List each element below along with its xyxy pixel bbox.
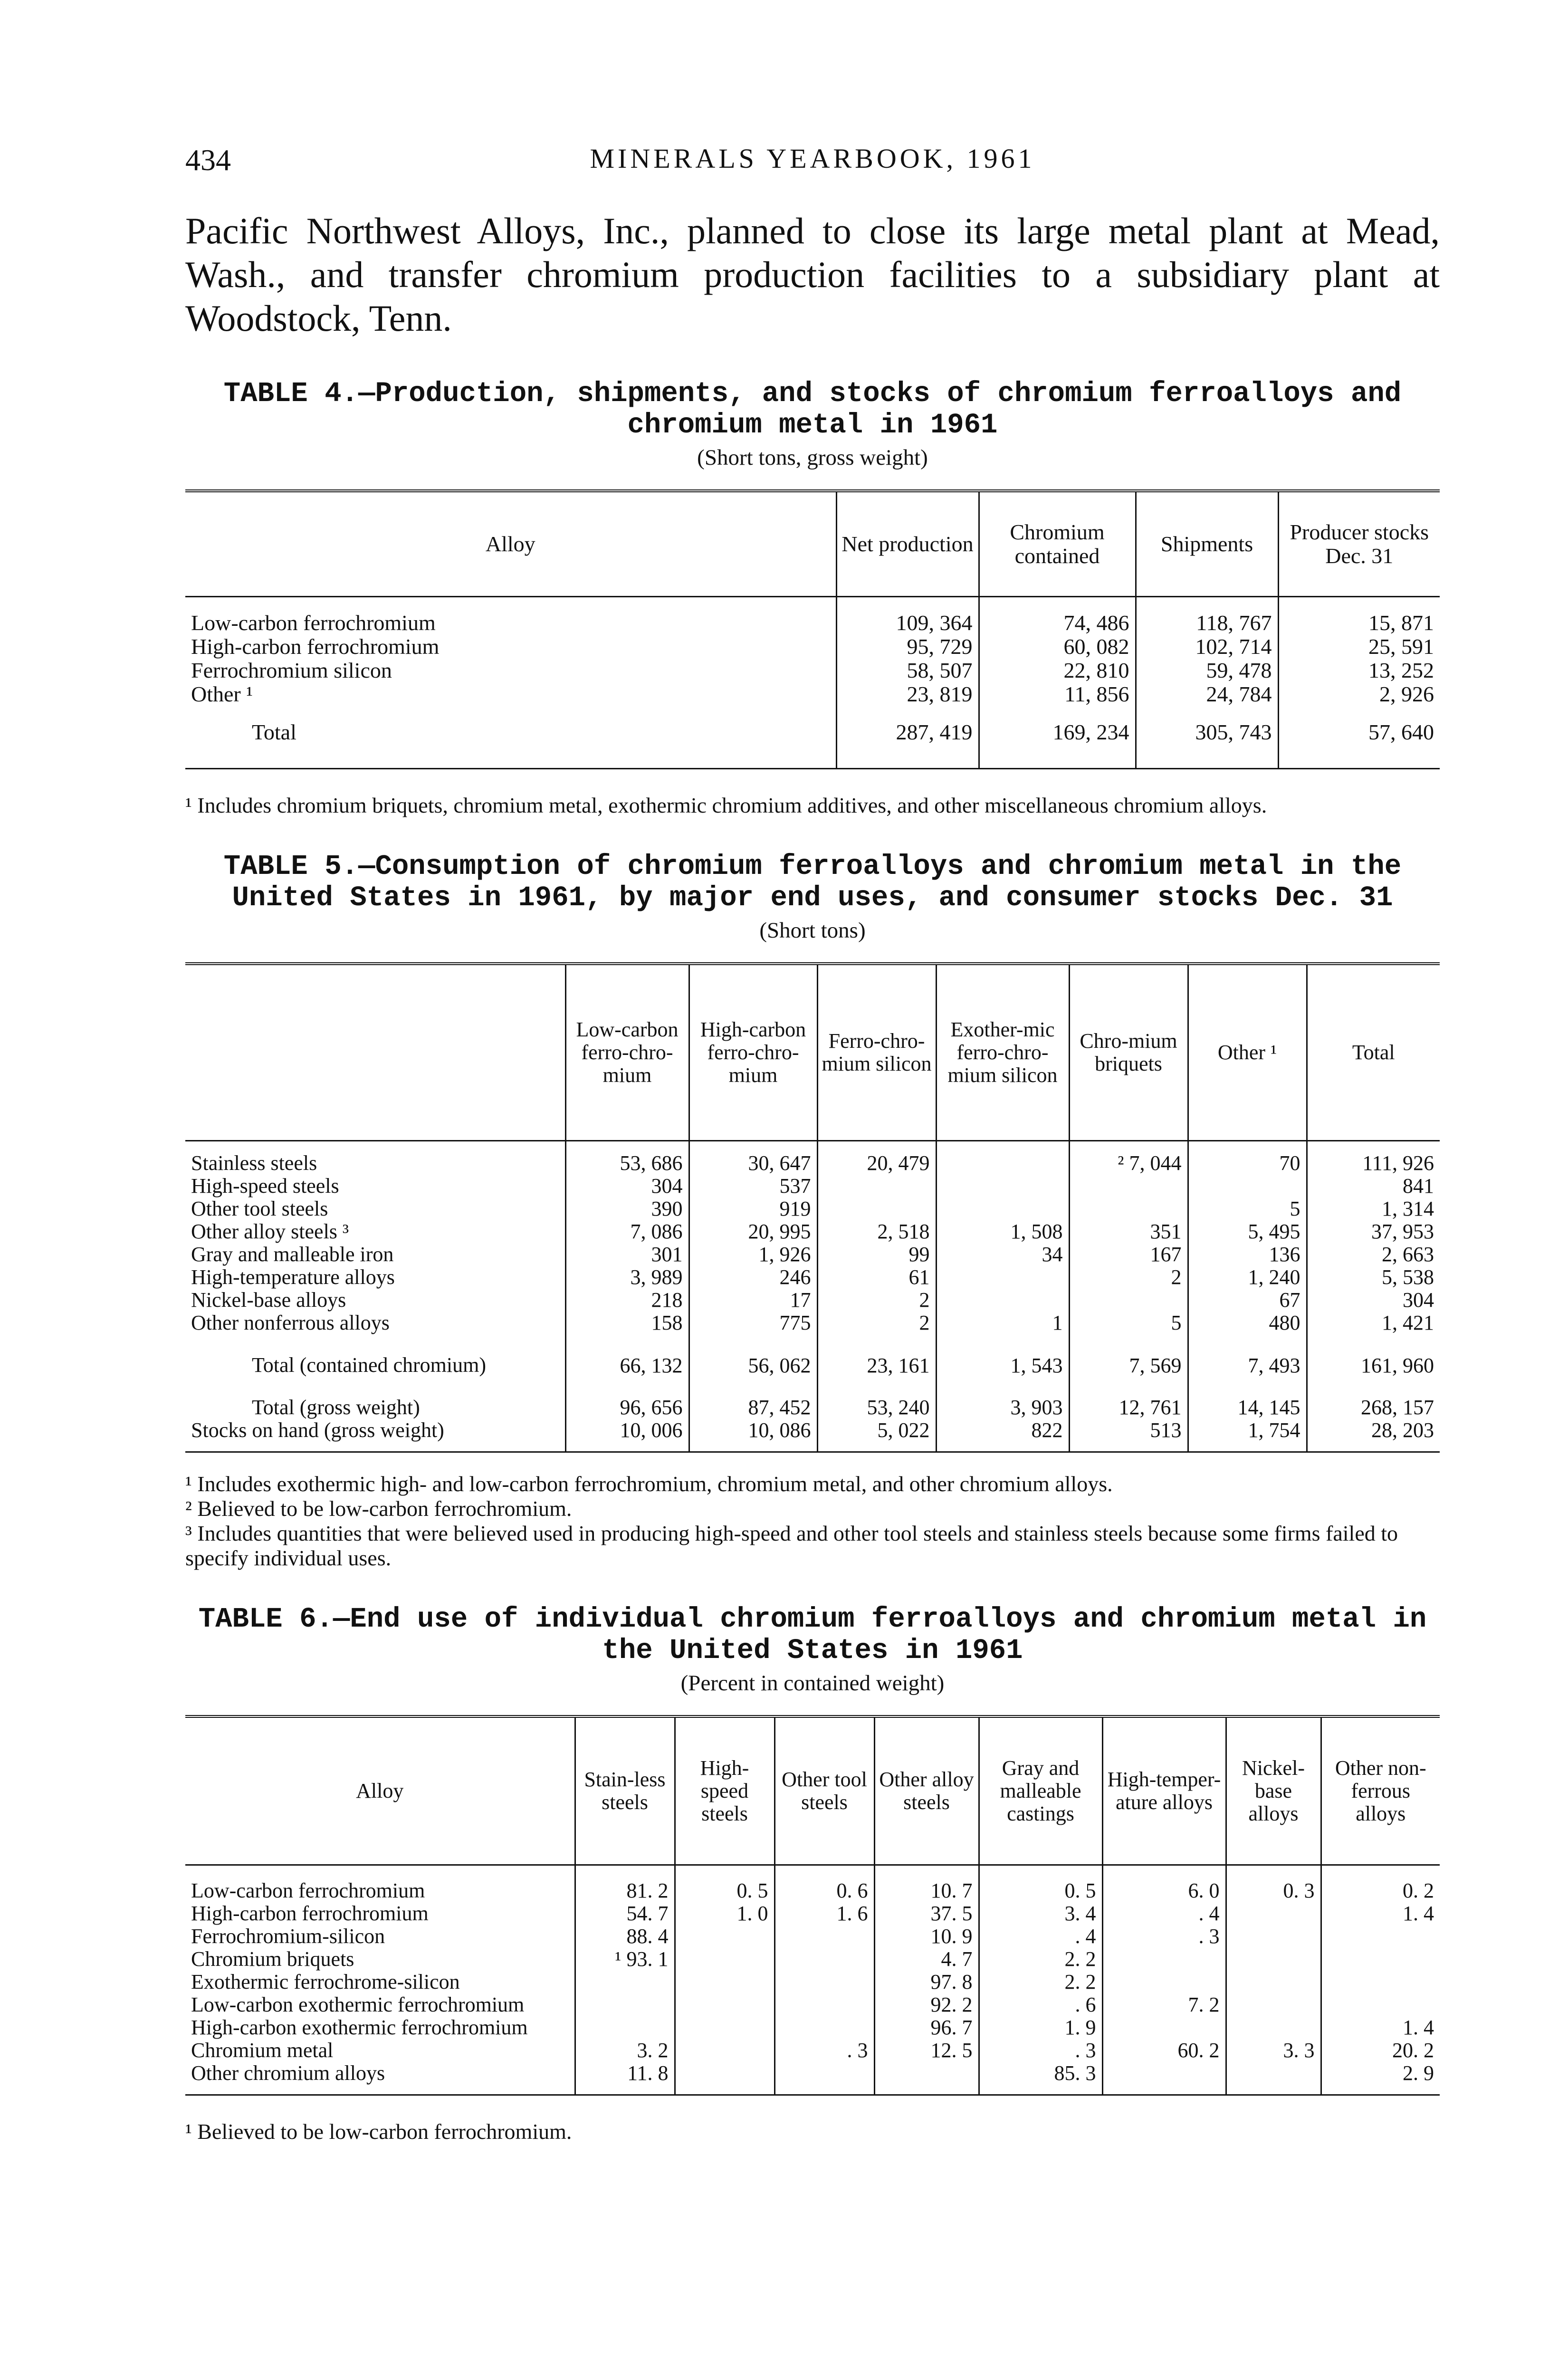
cell: 390 xyxy=(565,1198,689,1220)
row-label: Other ¹ xyxy=(191,681,253,706)
cell xyxy=(774,1925,874,1948)
cell: 12. 5 xyxy=(874,2039,979,2062)
row-label: Nickel-base alloys xyxy=(191,1288,346,1312)
cell: 287, 419 xyxy=(836,720,979,769)
row-label: Total xyxy=(185,720,836,769)
cell: 11, 856 xyxy=(979,682,1136,706)
table5-header: High-carbon ferro-chro-mium xyxy=(689,964,817,1141)
table4-header-row xyxy=(185,491,1440,597)
cell: 6. 0 xyxy=(1102,1879,1226,1902)
cell: 111, 926 xyxy=(1307,1152,1440,1175)
table6-header: Gray and malleable castings xyxy=(979,1716,1102,1865)
cell: 161, 960 xyxy=(1307,1353,1440,1377)
cell xyxy=(936,1198,1069,1220)
cell: 28, 203 xyxy=(1307,1419,1440,1452)
cell: 109, 364 xyxy=(836,611,979,635)
cell xyxy=(874,2062,979,2095)
cell: 351 xyxy=(1069,1220,1188,1243)
cell: 7, 569 xyxy=(1069,1353,1188,1377)
cell: ¹ 93. 1 xyxy=(575,1948,675,1971)
table-row xyxy=(185,1175,1440,1198)
cell: 24, 784 xyxy=(1136,682,1278,706)
table6-header: Other alloy steels xyxy=(874,1716,979,1865)
table5-header: Other ¹ xyxy=(1188,964,1307,1141)
cell: 1, 240 xyxy=(1188,1266,1307,1289)
cell: 53, 240 xyxy=(817,1396,936,1419)
cell: . 6 xyxy=(979,1993,1102,2016)
cell: 15, 871 xyxy=(1278,611,1440,635)
table-total-row xyxy=(185,720,1440,769)
row-label: Stocks on hand (gross weight) xyxy=(185,1419,565,1452)
table-row xyxy=(185,1902,1440,1925)
cell xyxy=(1069,1175,1188,1198)
cell xyxy=(936,1266,1069,1289)
row-label: High-carbon ferrochromium xyxy=(191,634,440,659)
table-row xyxy=(185,1993,1440,2016)
table4-section xyxy=(185,378,1440,818)
cell: 1 xyxy=(936,1312,1069,1334)
cell: 1. 6 xyxy=(774,1902,874,1925)
cell: . 3 xyxy=(979,2039,1102,2062)
table4-subtitle: (Short tons, gross weight) xyxy=(697,445,928,470)
running-header xyxy=(185,143,1440,195)
table-row xyxy=(185,1879,1440,1902)
cell: 775 xyxy=(689,1312,817,1334)
cell: 480 xyxy=(1188,1312,1307,1334)
table-row xyxy=(185,1971,1440,1993)
cell: 10, 006 xyxy=(565,1419,689,1452)
cell xyxy=(575,1971,675,1993)
cell: 1. 0 xyxy=(675,1902,774,1925)
cell: . 3 xyxy=(1102,1925,1226,1948)
cell xyxy=(936,1152,1069,1175)
cell: 92. 2 xyxy=(874,1993,979,2016)
table5-header: Low-carbon ferro-chro-mium xyxy=(565,964,689,1141)
cell xyxy=(1226,2062,1321,2095)
cell: 7, 493 xyxy=(1188,1353,1307,1377)
table6-header: Stain-less steels xyxy=(575,1716,675,1865)
cell: 67 xyxy=(1188,1289,1307,1312)
cell: 56, 062 xyxy=(689,1353,817,1377)
cell xyxy=(774,1993,874,2016)
cell: 2. 2 xyxy=(979,1948,1102,1971)
table4 xyxy=(185,489,1440,769)
cell: 53, 686 xyxy=(565,1152,689,1175)
cell: 7. 2 xyxy=(1102,1993,1226,2016)
table6-title: TABLE 6.—End use of individual chromium ferroalloys and chromium metal in the United States in 1961 xyxy=(198,1603,1427,1667)
row-label: Stainless steels xyxy=(191,1151,317,1175)
cell: 5, 538 xyxy=(1307,1266,1440,1289)
cell: 37. 5 xyxy=(874,1902,979,1925)
cell xyxy=(1102,2062,1226,2095)
table6-header: High-speed steels xyxy=(675,1716,774,1865)
cell xyxy=(1102,2016,1226,2039)
cell: 25, 591 xyxy=(1278,635,1440,659)
cell xyxy=(1069,1289,1188,1312)
cell: 537 xyxy=(689,1175,817,1198)
cell xyxy=(1102,1971,1226,1993)
cell xyxy=(1321,1993,1440,2016)
cell: 20, 479 xyxy=(817,1152,936,1175)
table-row xyxy=(185,1289,1440,1312)
cell: 13, 252 xyxy=(1278,659,1440,682)
cell: 1. 4 xyxy=(1321,1902,1440,1925)
cell xyxy=(675,1948,774,1971)
table5 xyxy=(185,962,1440,1453)
cell: 118, 767 xyxy=(1136,611,1278,635)
table4-header: Producer stocks Dec. 31 xyxy=(1278,491,1440,597)
cell xyxy=(774,1948,874,1971)
table-row xyxy=(185,635,1440,659)
cell xyxy=(774,1971,874,1993)
table-row xyxy=(185,2062,1440,2095)
cell xyxy=(1321,1971,1440,1993)
cell: 2. 9 xyxy=(1321,2062,1440,2095)
table5-header: Ferro-chro-mium silicon xyxy=(817,964,936,1141)
table6-header: Other tool steels xyxy=(774,1716,874,1865)
cell: 3. 2 xyxy=(575,2039,675,2062)
cell: 2, 663 xyxy=(1307,1243,1440,1266)
table-total-row xyxy=(185,1353,1440,1377)
cell: 5 xyxy=(1069,1312,1188,1334)
row-label: Other tool steels xyxy=(191,1197,328,1220)
table-row xyxy=(185,1152,1440,1175)
table-row xyxy=(185,1220,1440,1243)
table-row xyxy=(185,2016,1440,2039)
cell: 0. 5 xyxy=(979,1879,1102,1902)
table5-subtitle: (Short tons) xyxy=(759,918,866,943)
cell: 96, 656 xyxy=(565,1396,689,1419)
row-label: Gray and malleable iron xyxy=(191,1243,394,1266)
cell: 0. 5 xyxy=(675,1879,774,1902)
cell: 2, 926 xyxy=(1278,682,1440,706)
cell: 99 xyxy=(817,1243,936,1266)
cell: 23, 161 xyxy=(817,1353,936,1377)
running-title: MINERALS YEARBOOK, 1961 xyxy=(590,143,1035,174)
table5-header-row xyxy=(185,964,1440,1141)
table6-section xyxy=(185,1604,1440,2144)
cell: 167 xyxy=(1069,1243,1188,1266)
cell: 2, 518 xyxy=(817,1220,936,1243)
row-label: Ferrochromium silicon xyxy=(191,658,392,682)
cell: 102, 714 xyxy=(1136,635,1278,659)
cell xyxy=(1069,1198,1188,1220)
cell xyxy=(1188,1175,1307,1198)
cell: 3, 903 xyxy=(936,1396,1069,1419)
cell: 513 xyxy=(1069,1419,1188,1452)
cell: 96. 7 xyxy=(874,2016,979,2039)
cell: 17 xyxy=(689,1289,817,1312)
cell: 5 xyxy=(1188,1198,1307,1220)
cell: 74, 486 xyxy=(979,611,1136,635)
row-label: Total (gross weight) xyxy=(252,1396,420,1419)
intro-paragraph: Pacific Northwest Alloys, Inc., planned to close its large metal plant at Mead, Wash., and transfer chromium production facilities to a subsidiary plant at Woodstock, Tenn. xyxy=(185,210,1440,339)
row-label: Other nonferrous alloys xyxy=(191,1311,390,1334)
cell xyxy=(1226,1948,1321,1971)
table5-footnotes xyxy=(185,1472,1440,1571)
cell: 37, 953 xyxy=(1307,1220,1440,1243)
cell: 1, 543 xyxy=(936,1353,1069,1377)
table6-header-row xyxy=(185,1716,1440,1865)
row-label: Low-carbon ferrochromium xyxy=(191,1878,425,1902)
cell: 919 xyxy=(689,1198,817,1220)
row-label: Exothermic ferrochrome-silicon xyxy=(191,1970,460,1993)
cell: . 4 xyxy=(979,1925,1102,1948)
cell: 305, 743 xyxy=(1136,720,1278,769)
cell: 3, 989 xyxy=(565,1266,689,1289)
cell: 1, 314 xyxy=(1307,1198,1440,1220)
row-label: Low-carbon ferrochromium xyxy=(191,610,436,635)
row-label: High-speed steels xyxy=(191,1174,339,1198)
cell: 301 xyxy=(565,1243,689,1266)
cell: 136 xyxy=(1188,1243,1307,1266)
row-label: High-carbon exothermic ferrochromium xyxy=(191,2015,528,2039)
table4-title: TABLE 4.—Production, shipments, and stocks of chromium ferroalloys and chromium metal in 1961 xyxy=(223,378,1402,441)
cell: 1. 4 xyxy=(1321,2016,1440,2039)
cell: ² 7, 044 xyxy=(1069,1152,1188,1175)
row-label: Ferrochromium-silicon xyxy=(191,1924,385,1948)
cell: 5, 495 xyxy=(1188,1220,1307,1243)
cell: 5, 022 xyxy=(817,1419,936,1452)
cell: 1, 508 xyxy=(936,1220,1069,1243)
cell xyxy=(575,2016,675,2039)
cell: 0. 6 xyxy=(774,1879,874,1902)
cell xyxy=(1321,1948,1440,1971)
row-label: Chromium briquets xyxy=(191,1947,354,1971)
cell: 20, 995 xyxy=(689,1220,817,1243)
cell: 34 xyxy=(936,1243,1069,1266)
cell: 95, 729 xyxy=(836,635,979,659)
row-label: High-temperature alloys xyxy=(191,1265,395,1289)
page-number: 434 xyxy=(185,143,231,177)
cell xyxy=(575,1993,675,2016)
table-row xyxy=(185,659,1440,682)
cell xyxy=(936,1175,1069,1198)
cell: 54. 7 xyxy=(575,1902,675,1925)
cell xyxy=(817,1198,936,1220)
cell: 0. 2 xyxy=(1321,1879,1440,1902)
table4-header: Alloy xyxy=(185,491,836,597)
table-total-row xyxy=(185,1396,1440,1419)
cell: 246 xyxy=(689,1266,817,1289)
cell: 218 xyxy=(565,1289,689,1312)
table4-header: Net production xyxy=(836,491,979,597)
cell: 97. 8 xyxy=(874,1971,979,1993)
cell: 88. 4 xyxy=(575,1925,675,1948)
cell: 1. 9 xyxy=(979,2016,1102,2039)
row-label: Chromium metal xyxy=(191,2038,334,2062)
cell: 158 xyxy=(565,1312,689,1334)
cell: 10, 086 xyxy=(689,1419,817,1452)
cell: 822 xyxy=(936,1419,1069,1452)
cell: 85. 3 xyxy=(979,2062,1102,2095)
cell xyxy=(774,2016,874,2039)
cell: 1, 421 xyxy=(1307,1312,1440,1334)
cell: 11. 8 xyxy=(575,2062,675,2095)
cell xyxy=(936,1289,1069,1312)
cell: 61 xyxy=(817,1266,936,1289)
cell: 2 xyxy=(817,1312,936,1334)
cell: 87, 452 xyxy=(689,1396,817,1419)
cell: 60, 082 xyxy=(979,635,1136,659)
cell xyxy=(1226,1993,1321,2016)
cell: 10. 9 xyxy=(874,1925,979,1948)
table5-header: Exother-mic ferro-chro-mium silicon xyxy=(936,964,1069,1141)
cell xyxy=(1226,1925,1321,1948)
table-row xyxy=(185,1266,1440,1289)
cell: 20. 2 xyxy=(1321,2039,1440,2062)
cell: 60. 2 xyxy=(1102,2039,1226,2062)
table4-header: Shipments xyxy=(1136,491,1278,597)
table-row xyxy=(185,1948,1440,1971)
cell: 0. 3 xyxy=(1226,1879,1321,1902)
table4-header: Chromium contained xyxy=(979,491,1136,597)
cell: 1, 926 xyxy=(689,1243,817,1266)
cell: 3. 4 xyxy=(979,1902,1102,1925)
cell: 268, 157 xyxy=(1307,1396,1440,1419)
cell: 58, 507 xyxy=(836,659,979,682)
cell xyxy=(774,2062,874,2095)
table-row xyxy=(185,1925,1440,1948)
cell xyxy=(675,2062,774,2095)
table6-header: Nickel-base alloys xyxy=(1226,1716,1321,1865)
footnote: ³ Includes quantities that were believed used in producing high-speed and other tool steels and stainless steels because some firms failed to specify individual uses. xyxy=(185,1521,1398,1570)
cell: 81. 2 xyxy=(575,1879,675,1902)
table5-header: Total xyxy=(1307,964,1440,1141)
cell: 2 xyxy=(1069,1266,1188,1289)
cell: 304 xyxy=(565,1175,689,1198)
cell: 304 xyxy=(1307,1289,1440,1312)
page xyxy=(185,143,1440,2144)
table6-subtitle: (Percent in contained weight) xyxy=(680,1671,945,1696)
cell: 14, 145 xyxy=(1188,1396,1307,1419)
cell: . 4 xyxy=(1102,1902,1226,1925)
table6-footnote: ¹ Believed to be low-carbon ferrochromium. xyxy=(185,2119,572,2144)
table6 xyxy=(185,1715,1440,2096)
table-row xyxy=(185,1243,1440,1266)
cell: 3. 3 xyxy=(1226,2039,1321,2062)
table5-section xyxy=(185,851,1440,1571)
cell: 30, 647 xyxy=(689,1152,817,1175)
cell xyxy=(675,1925,774,1948)
table5-header: Chro-mium briquets xyxy=(1069,964,1188,1141)
footnote: ¹ Includes exothermic high- and low-carbon ferrochromium, chromium metal, and other chromium alloys. xyxy=(185,1472,1113,1496)
cell xyxy=(817,1175,936,1198)
row-label: Low-carbon exothermic ferrochromium xyxy=(191,1993,525,2016)
cell: 169, 234 xyxy=(979,720,1136,769)
table-row xyxy=(185,682,1440,706)
row-label: Other chromium alloys xyxy=(185,2062,575,2095)
cell: . 3 xyxy=(774,2039,874,2062)
cell: 1, 754 xyxy=(1188,1419,1307,1452)
table-row xyxy=(185,1419,1440,1452)
table4-footnote: ¹ Includes chromium briquets, chromium metal, exothermic chromium additives, and other miscellaneous chromium alloys. xyxy=(185,793,1267,817)
cell xyxy=(675,1993,774,2016)
row-label: Total (contained chromium) xyxy=(252,1353,486,1377)
table-row xyxy=(185,611,1440,635)
row-label: Other alloy steels ³ xyxy=(191,1220,349,1243)
cell: 4. 7 xyxy=(874,1948,979,1971)
cell xyxy=(1226,2016,1321,2039)
footnote: ² Believed to be low-carbon ferrochromium. xyxy=(185,1496,572,1521)
cell: 59, 478 xyxy=(1136,659,1278,682)
cell: 66, 132 xyxy=(565,1353,689,1377)
cell: 22, 810 xyxy=(979,659,1136,682)
cell: 12, 761 xyxy=(1069,1396,1188,1419)
cell xyxy=(1226,1971,1321,1993)
cell xyxy=(1321,1925,1440,1948)
cell xyxy=(675,2039,774,2062)
cell: 57, 640 xyxy=(1278,720,1440,769)
table-row xyxy=(185,1198,1440,1220)
cell xyxy=(675,2016,774,2039)
cell: 2 xyxy=(817,1289,936,1312)
row-label: High-carbon ferrochromium xyxy=(191,1901,429,1925)
cell: 10. 7 xyxy=(874,1879,979,1902)
table6-header: Other non-ferrous alloys xyxy=(1321,1716,1440,1865)
cell xyxy=(1102,1948,1226,1971)
table6-header: Alloy xyxy=(185,1716,575,1865)
cell xyxy=(1226,1902,1321,1925)
cell: 7, 086 xyxy=(565,1220,689,1243)
cell: 23, 819 xyxy=(836,682,979,706)
cell: 70 xyxy=(1188,1152,1307,1175)
cell xyxy=(675,1971,774,1993)
table5-title: TABLE 5.—Consumption of chromium ferroalloys and chromium metal in the United States in 1961, by major end uses, and consumer stocks Dec. 31 xyxy=(223,850,1402,914)
table-row xyxy=(185,1312,1440,1334)
cell: 841 xyxy=(1307,1175,1440,1198)
table-row xyxy=(185,2039,1440,2062)
table6-header: High-temper-ature alloys xyxy=(1102,1716,1226,1865)
cell: 2. 2 xyxy=(979,1971,1102,1993)
